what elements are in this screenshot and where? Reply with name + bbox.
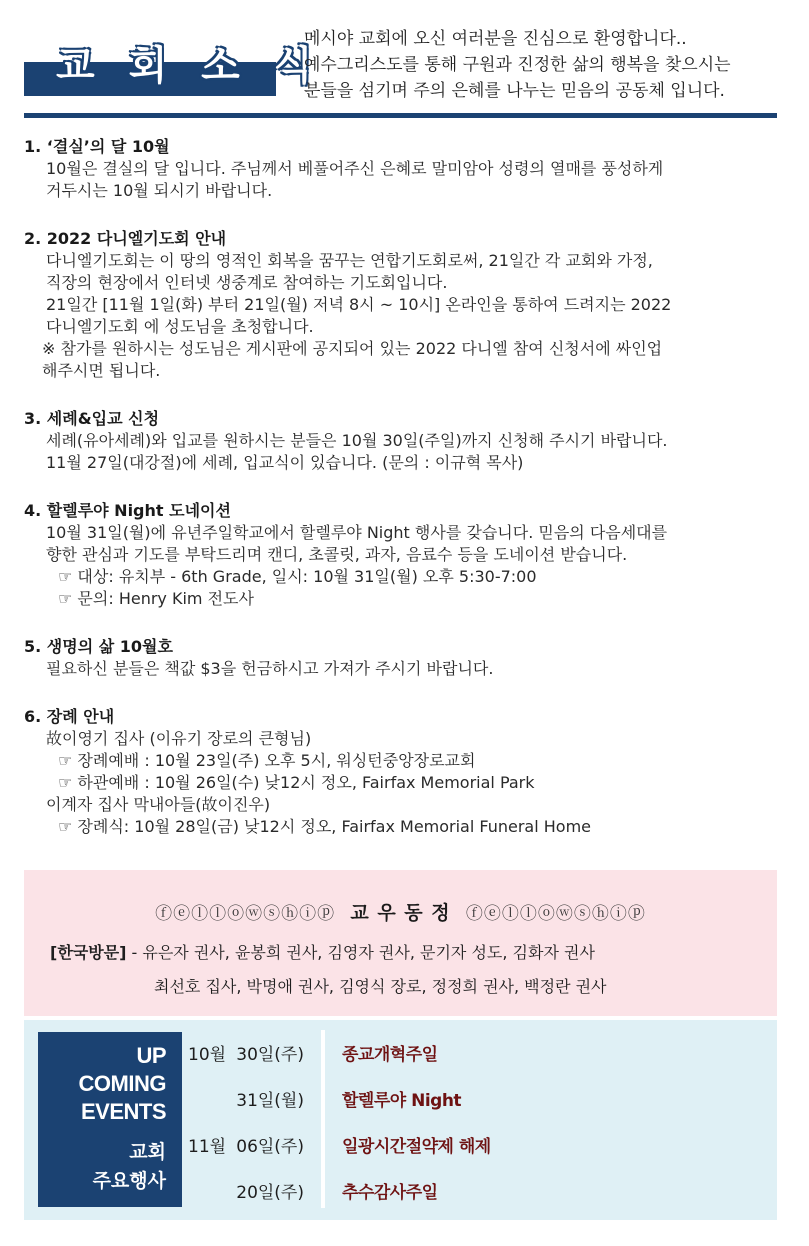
section-line: 다니엘기도회 에 성도님을 초청합니다.: [46, 317, 314, 336]
event-day: 06일(주): [236, 1137, 304, 1157]
fellowship-title: [24, 898, 777, 925]
section-detail: ☞ 장례식: 10월 28일(금) 낮12시 정오, Fairfax Memorial Funeral Home: [58, 817, 592, 836]
event-row: [184, 1132, 764, 1160]
event-day: 31일(월): [236, 1091, 304, 1111]
event-name: 추수감사주일: [342, 1183, 438, 1203]
fellowship-panel: [24, 870, 777, 1016]
welcome-line: 분들을 섬기며 주의 은혜를 나누는 믿음의 공동체 입니다.: [304, 81, 725, 101]
section-note: ※ 참가를 원하시는 성도님은 게시판에 공지되어 있는 2022 다니엘 참여 신청서에 싸인업: [42, 339, 663, 358]
section-title: 1. ‘결실’의 달 10월: [24, 137, 170, 156]
page-title: 교 회 소 식: [56, 43, 323, 89]
section-line: 세례(유아세례)와 입교를 원하시는 분들은 10월 30일(주일)까지 신청해 주시기 바랍니다.: [46, 431, 668, 450]
events-label-line: COMING: [78, 1071, 166, 1096]
section-detail: ☞ 대상: 유치부 - 6th Grade, 일시: 10월 31일(월) 오후 5:30-7:00: [58, 567, 537, 586]
fellowship-heading: 교 우 동 정: [350, 902, 451, 924]
bulletin-header: [0, 0, 809, 122]
section-line: 다니엘기도회는 이 땅의 영적인 회복을 꿈꾸는 연합기도회로써, 21일간 각 교회와 가정,: [46, 251, 653, 270]
welcome-message: [304, 26, 731, 104]
section-title: 5. 생명의 삶 10월호: [24, 637, 173, 656]
section-line: 10월 31일(월)에 유년주일학교에서 할렐루야 Night 행사를 갖습니다. 믿음의 다음세대를: [46, 523, 668, 542]
fellowship-names: - 유은자 권사, 윤봉희 권사, 김영자 권사, 문기자 성도, 김화자 권사: [126, 943, 595, 962]
event-row: [184, 1040, 764, 1068]
header-divider: [24, 113, 777, 118]
section-baptism: [24, 408, 784, 474]
event-month: 11월: [188, 1137, 227, 1157]
fellowship-ornament-left: ⓕⓔⓛⓛⓞⓦⓢⓗⓘⓟ: [155, 904, 336, 924]
section-title: 3. 세례&입교 신청: [24, 409, 160, 428]
welcome-line: 메시야 교회에 오신 여러분을 진심으로 환영합니다..: [304, 29, 687, 49]
section-detail: ☞ 장례예배 : 10월 23일(주) 오후 5시, 워싱턴중앙장로교회: [58, 751, 476, 770]
events-label-line: EVENTS: [80, 1099, 166, 1124]
event-day: 30일(주): [236, 1045, 304, 1065]
section-line: 이계자 집사 막내아들(故이진우): [46, 795, 271, 814]
event-row: [184, 1086, 764, 1114]
event-row: [184, 1178, 764, 1206]
upcoming-events-label: [38, 1032, 182, 1207]
fellowship-ornament-right: ⓕⓔⓛⓛⓞⓦⓢⓗⓘⓟ: [465, 904, 646, 924]
section-detail: ☞ 문의: Henry Kim 전도사: [58, 589, 254, 608]
church-events-label: 교회: [129, 1141, 166, 1163]
upcoming-events-panel: [24, 1020, 777, 1220]
section-line: 21일간 [11월 1일(화) 부터 21일(월) 저녁 8시 ~ 10시] 온라인을 통하여 드려지는 2022: [46, 295, 672, 314]
section-line: 직장의 현장에서 인터넷 생중계로 참여하는 기도회입니다.: [46, 273, 448, 292]
section-hallelujah-night: [24, 500, 784, 610]
events-label-line: UP: [136, 1043, 166, 1068]
event-name: 할렐루야 Night: [342, 1091, 462, 1111]
event-day: 20일(주): [236, 1183, 304, 1203]
event-name: 종교개혁주일: [342, 1045, 438, 1065]
section-living-life: [24, 636, 784, 680]
section-funeral: [24, 706, 784, 838]
church-events-label: 주요행사: [92, 1170, 166, 1192]
section-line: 필요하신 분들은 책값 $3을 헌금하시고 가져가 주시기 바랍니다.: [46, 659, 494, 678]
section-daniel-prayer: [24, 228, 784, 382]
event-name: 일광시간절약제 해제: [342, 1137, 491, 1157]
section-line: 故이영기 집사 (이유기 장로의 큰형님): [46, 729, 312, 748]
fellowship-label: [한국방문]: [50, 943, 127, 962]
event-month: 10월: [188, 1045, 227, 1065]
section-title: 2. 2022 다니엘기도회 안내: [24, 229, 227, 248]
section-title: 6. 장례 안내: [24, 707, 115, 726]
section-line: 향한 관심과 기도를 부탁드리며 캔디, 초콜릿, 과자, 음료수 등을 도네이션 받습니다.: [46, 545, 628, 564]
section-line: 10월은 결실의 달 입니다. 주님께서 베풀어주신 은혜로 말미암아 성령의 열매를 풍성하게: [46, 159, 664, 178]
section-note: 해주시면 됩니다.: [42, 361, 161, 380]
news-sections: [24, 136, 784, 864]
welcome-line: 예수그리스도를 통해 구원과 진정한 삶의 행복을 찾으시는: [304, 55, 731, 75]
fellowship-names-continued: 최선호 집사, 박명애 권사, 김영식 장로, 정정희 권사, 백정란 권사: [154, 977, 607, 996]
section-harvest-month: [24, 136, 784, 202]
section-title: 4. 할렐루야 Night 도네이션: [24, 501, 231, 520]
section-line: 거두시는 10월 되시기 바랍니다.: [46, 181, 273, 200]
section-detail: ☞ 하관예배 : 10월 26일(수) 낮12시 정오, Fairfax Memorial Park: [58, 773, 535, 792]
fellowship-visit-row: [50, 940, 595, 963]
section-line: 11월 27일(대강절)에 세례, 입교식이 있습니다. (문의 : 이규혁 목사): [46, 453, 524, 472]
